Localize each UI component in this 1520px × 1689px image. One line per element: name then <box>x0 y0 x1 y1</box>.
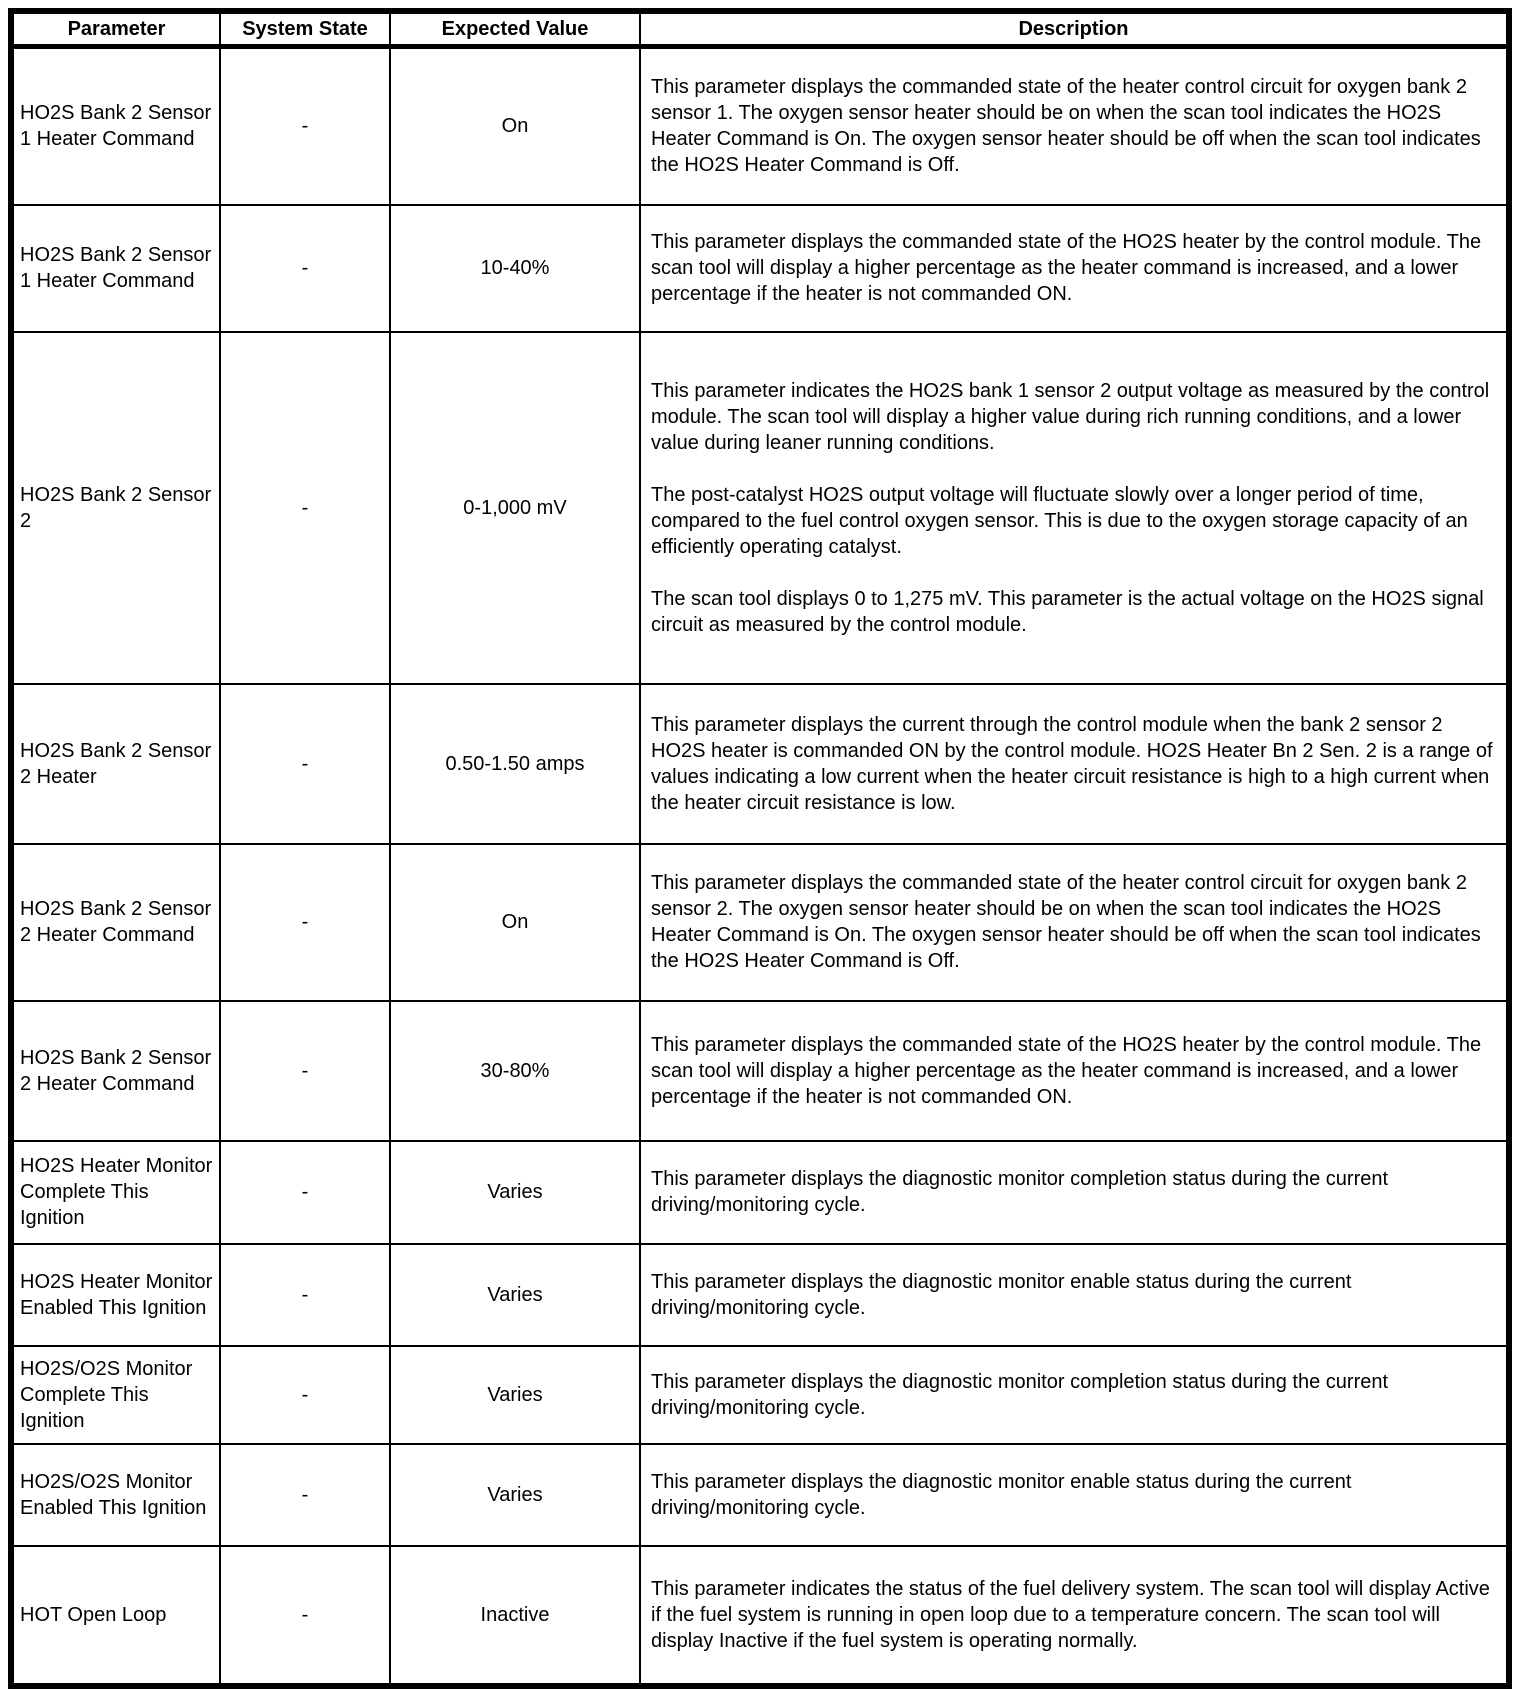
table-row <box>11 47 1509 205</box>
expected-value-cell: 10-40% <box>390 205 640 332</box>
parameter-cell: HO2S Bank 2 Sensor 2 <box>11 332 220 684</box>
system-state-cell: - <box>220 684 390 844</box>
table-row <box>11 1141 1509 1244</box>
description-paragraph: This parameter displays the current through the control module when the bank 2 sensor 2 HO2S heater is commanded ON by the control module. HO2S Heater Bn 2 Sen. 2 is a range of values indicating a low current when the heater circuit resistance is high to a high current when the heater circuit resistance is low. <box>651 713 1493 814</box>
description-cell <box>640 1546 1509 1686</box>
description-paragraph: This parameter displays the diagnostic monitor completion status during the current driving/monitoring cycle. <box>651 1370 1389 1419</box>
table-row <box>11 1244 1509 1346</box>
system-state-cell: - <box>220 1244 390 1346</box>
description-cell <box>640 684 1509 844</box>
description-cell <box>640 844 1509 1001</box>
table-row <box>11 1001 1509 1141</box>
description-paragraph: The scan tool displays 0 to 1,275 mV. This parameter is the actual voltage on the HO2S signal circuit as measured by the control module. <box>651 587 1484 636</box>
system-state-cell: - <box>220 47 390 205</box>
scan-tool-parameter-table <box>8 8 1512 1689</box>
description-cell <box>640 1001 1509 1141</box>
expected-value-cell: Inactive <box>390 1546 640 1686</box>
table-row <box>11 684 1509 844</box>
description-cell <box>640 205 1509 332</box>
table-row <box>11 1546 1509 1686</box>
column-header-description: Description <box>640 11 1509 47</box>
parameter-cell: HO2S Bank 2 Sensor 2 Heater Command <box>11 844 220 1001</box>
description-paragraph: This parameter indicates the status of the fuel delivery system. The scan tool will display Active if the fuel system is running in open loop due to a temperature concern. The scan tool will display Inactive if the fuel system is operating normally. <box>651 1577 1490 1652</box>
system-state-cell: - <box>220 205 390 332</box>
system-state-cell: - <box>220 844 390 1001</box>
description-cell <box>640 47 1509 205</box>
description-paragraph: This parameter displays the diagnostic monitor completion status during the current driving/monitoring cycle. <box>651 1168 1389 1216</box>
column-header-system-state: System State <box>220 11 390 47</box>
table-row <box>11 844 1509 1001</box>
system-state-cell: - <box>220 1444 390 1546</box>
description-paragraph: This parameter displays the diagnostic monitor enable status during the current driving/monitoring cycle. <box>651 1470 1352 1519</box>
description-cell <box>640 1444 1509 1546</box>
parameter-cell: HO2S Heater Monitor Complete This Ignition <box>11 1141 220 1244</box>
description-paragraph: The post-catalyst HO2S output voltage will fluctuate slowly over a longer period of time, compared to the fuel control oxygen sensor. This is due to the oxygen storage capacity of an efficiently operating catalyst. <box>651 483 1468 558</box>
expected-value-cell: 0.50-1.50 amps <box>390 684 640 844</box>
table-row <box>11 1444 1509 1546</box>
column-header-parameter: Parameter <box>11 11 220 47</box>
description-paragraph: This parameter displays the commanded state of the HO2S heater by the control module. The scan tool will display a higher percentage as the heater command is increased, and a lower percentage if the heater is not commanded ON. <box>651 231 1482 305</box>
table-row <box>11 332 1509 684</box>
table-row <box>11 205 1509 332</box>
parameter-cell: HO2S/O2S Monitor Complete This Ignition <box>11 1346 220 1444</box>
parameter-cell: HO2S Heater Monitor Enabled This Ignition <box>11 1244 220 1346</box>
expected-value-cell: 30-80% <box>390 1001 640 1141</box>
description-paragraph: This parameter displays the commanded state of the heater control circuit for oxygen bank 2 sensor 1. The oxygen sensor heater should be on when the scan tool indicates the HO2S Heater Command is On. The oxygen sensor heater should be off when the scan tool indicates the HO2S Heater Command is Off. <box>651 76 1481 177</box>
table-row <box>11 1346 1509 1444</box>
expected-value-cell: Varies <box>390 1346 640 1444</box>
system-state-cell: - <box>220 1001 390 1141</box>
system-state-cell: - <box>220 1346 390 1444</box>
system-state-cell: - <box>220 1546 390 1686</box>
description-paragraph: This parameter indicates the HO2S bank 1 sensor 2 output voltage as measured by the control module. The scan tool will display a higher value during rich running conditions, and a lower value during leaner running conditions. <box>651 379 1490 454</box>
parameter-cell: HO2S Bank 2 Sensor 2 Heater <box>11 684 220 844</box>
expected-value-cell: Varies <box>390 1141 640 1244</box>
description-paragraph: This parameter displays the commanded state of the HO2S heater by the control module. The scan tool will display a higher percentage as the heater command is increased, and a lower percentage if the heater is not commanded ON. <box>651 1033 1482 1108</box>
description-paragraph: This parameter displays the diagnostic monitor enable status during the current driving/monitoring cycle. <box>651 1270 1352 1319</box>
description-cell <box>640 1244 1509 1346</box>
description-cell <box>640 1141 1509 1244</box>
expected-value-cell: Varies <box>390 1444 640 1546</box>
description-cell <box>640 1346 1509 1444</box>
expected-value-cell: Varies <box>390 1244 640 1346</box>
parameter-cell: HO2S Bank 2 Sensor 2 Heater Command <box>11 1001 220 1141</box>
description-paragraph: This parameter displays the commanded state of the heater control circuit for oxygen bank 2 sensor 2. The oxygen sensor heater should be on when the scan tool indicates the HO2S Heater Command is On. The oxygen sensor heater should be off when the scan tool indicates the HO2S Heater Command is Off. <box>651 872 1481 972</box>
header-row <box>11 11 1509 47</box>
expected-value-cell: 0-1,000 mV <box>390 332 640 684</box>
parameter-cell: HO2S Bank 2 Sensor 1 Heater Command <box>11 205 220 332</box>
expected-value-cell: On <box>390 844 640 1001</box>
column-header-expected-value: Expected Value <box>390 11 640 47</box>
expected-value-cell: On <box>390 47 640 205</box>
description-cell <box>640 332 1509 684</box>
system-state-cell: - <box>220 1141 390 1244</box>
system-state-cell: - <box>220 332 390 684</box>
parameter-cell: HO2S Bank 2 Sensor 1 Heater Command <box>11 47 220 205</box>
parameter-cell: HO2S/O2S Monitor Enabled This Ignition <box>11 1444 220 1546</box>
parameter-cell: HOT Open Loop <box>11 1546 220 1686</box>
